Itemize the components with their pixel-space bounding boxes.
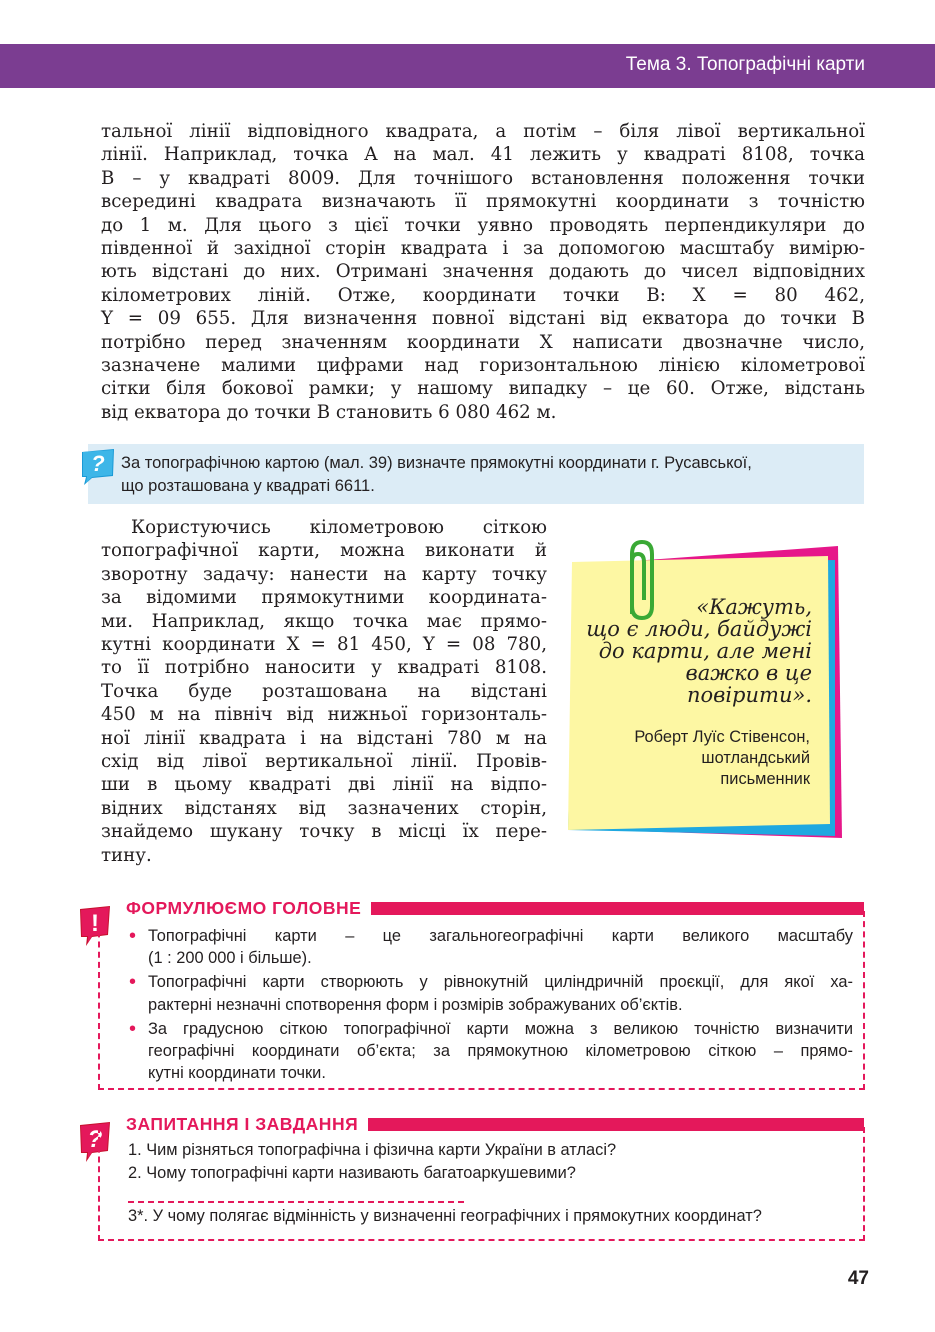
question-item: 2. Чому топографічні карти називають багатоаркушевими? bbox=[128, 1163, 576, 1182]
text-line: схід від лівої вертикальної лінії. Провів- bbox=[101, 751, 547, 773]
quote-author: Роберт Луїс Стівенсон, шотландський письменник bbox=[634, 728, 810, 788]
text-line: кілометрових ліній. Отже, координати точки B: X = 80 462, bbox=[101, 284, 865, 306]
svg-text:?: ? bbox=[91, 451, 105, 476]
questions-list bbox=[128, 1139, 858, 1228]
question-icon bbox=[80, 448, 116, 486]
question-item: 1. Чим різняться топографічна і фізична карти України в атласі? bbox=[128, 1141, 617, 1159]
divider bbox=[128, 1201, 464, 1203]
text-line: зазначене малими цифрами над горизонтальною лінією кілометрової bbox=[101, 355, 865, 377]
text-line: за відомими прямокутними координата- bbox=[101, 587, 547, 609]
text-line: ють відстані до них. Отримані значення додають до чисел відповідних bbox=[101, 261, 865, 283]
question-box bbox=[88, 444, 864, 504]
text-line: B – у квадраті 8009. Для точнішого встановлення положення точки bbox=[101, 167, 865, 189]
text-line: то її потрібно наносити у квадраті 8108. bbox=[101, 657, 547, 679]
text-line: Y = 09 655. Для визначення повної відстані від екватора до точки B bbox=[101, 308, 865, 330]
text-line: від екватора до точки B становить 6 080 462 м. bbox=[101, 401, 557, 423]
text-line: відних відстанях від зазначених сторін, bbox=[101, 797, 547, 819]
svg-text:!: ! bbox=[91, 910, 99, 937]
text-line: ши в цьому квадраті дві лінії на відпо- bbox=[101, 774, 547, 796]
text-line: потрібно перед значенням координати X написати двозначне число, bbox=[101, 331, 865, 353]
text-line: всередині квадрата визначають її прямокутні координати з точністю bbox=[101, 191, 865, 213]
body-paragraph-2 bbox=[101, 516, 547, 867]
question-text: За топографічною картою (мал. 39) визначте прямокутні координати г. Русавської, що розташована у квадраті 6611. bbox=[121, 454, 752, 495]
text-line: зворотну задачу: нанести на карту точку bbox=[101, 563, 547, 585]
main-points-section bbox=[78, 897, 864, 1092]
questions-heading: ЗАПИТАННЯ І ЗАВДАННЯ bbox=[126, 1113, 864, 1135]
text-line: тальної лінії відповідного квадрата, а потім – біля лівої вертикальної bbox=[101, 121, 865, 142]
quote-sticky-note bbox=[560, 540, 860, 850]
text-line: 450 м на північ від нижньої горизонталь- bbox=[101, 704, 547, 726]
text-line: лінії. Наприклад, точка A на мал. 41 лежить у квадраті 8108, точка bbox=[101, 144, 865, 166]
chapter-header-bar bbox=[0, 44, 935, 88]
bullet-icon: • bbox=[129, 971, 137, 994]
list-item: • За градусною сіткою топографічної карти можна з великою точністю визначити географічні координати об’єкта; за прямокутною кілометровою сіткою – прямо- кутні координати точки. bbox=[129, 1017, 853, 1083]
quote-text: «Кажуть, що є люди, байдужі до карти, але мені важко в це повірити». bbox=[586, 595, 812, 707]
question-item-advanced: 3*. У чому полягає відмінність у визначенні географічних і прямокутних координат? bbox=[128, 1207, 762, 1225]
body-paragraph-1 bbox=[101, 120, 865, 424]
text-line: південної й західної сторін квадрата і за допомогою масштабу вимірю- bbox=[101, 238, 865, 260]
bullet-icon: • bbox=[129, 925, 137, 947]
text-line: ми. Наприклад, якщо точка має прямо- bbox=[101, 610, 547, 632]
bullet-icon: • bbox=[129, 1017, 137, 1040]
main-points-heading: ФОРМУЛЮЄМО ГОЛОВНЕ bbox=[126, 897, 864, 919]
page-number: 47 bbox=[847, 1268, 869, 1289]
text-line: ної лінії квадрата і на відстані 780 м на bbox=[101, 727, 547, 749]
svg-text:?: ? bbox=[87, 1126, 103, 1153]
text-line: Точка буде розташована на відстані bbox=[101, 680, 547, 702]
list-item: • Топографічні карти – це загальногеографічні карти великого масштабу (1 : 200 000 і більше). bbox=[129, 925, 853, 968]
text-line: сітки біля бокової рамки; у нашому випадку – це 60. Отже, відстань bbox=[101, 378, 865, 400]
chapter-title: Тема 3. Топографічні карти bbox=[625, 54, 865, 75]
text-line: кутні координати X = 81 450, Y = 08 780, bbox=[101, 634, 547, 656]
list-item: • Топографічні карти створюють у рівнокутній циліндричній проєкції, для якої ха- рактерні незначні спотворення форм і розмірів зображуваних об’єктів. bbox=[129, 971, 853, 1014]
questions-section bbox=[78, 1113, 864, 1243]
text-line: тину. bbox=[101, 844, 152, 866]
text-line: до 1 м. Для цього з цієї точки уявно проводять перпендикуляри до bbox=[101, 214, 865, 236]
text-line: знайдемо шукану точку в місці їх пере- bbox=[101, 821, 547, 843]
main-points-list bbox=[128, 925, 853, 1086]
text-line: Користуючись кілометровою сіткою bbox=[131, 517, 547, 538]
text-line: топографічної карти, можна виконати й bbox=[101, 540, 547, 562]
